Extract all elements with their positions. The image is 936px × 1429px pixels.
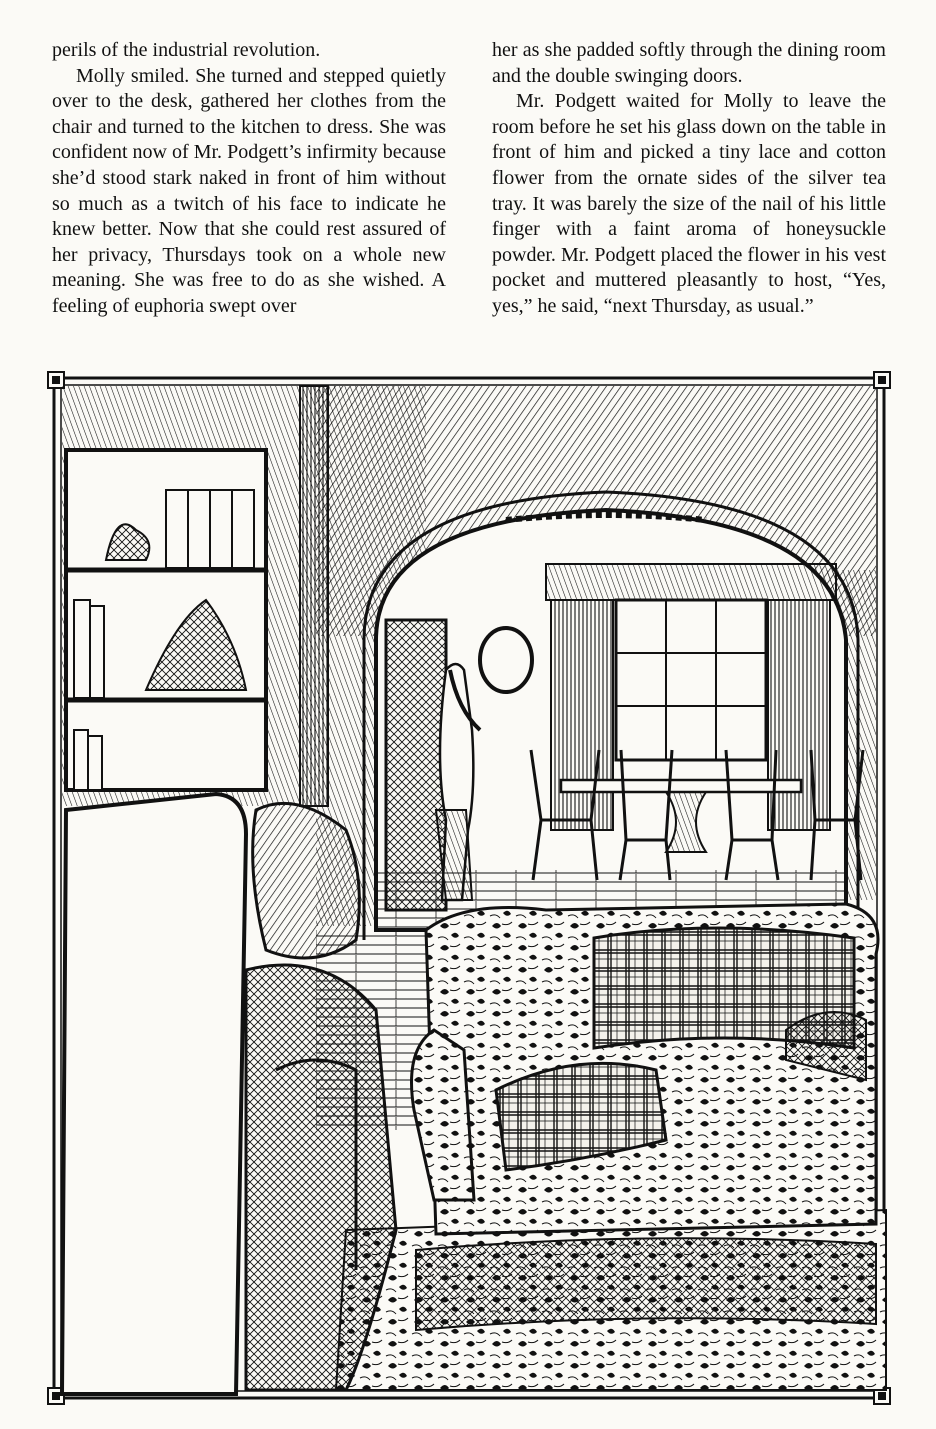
- text-column-left: [52, 38, 446, 320]
- paragraph-continuation-right: her as she padded softly through the dining room and the double swinging doors.: [492, 39, 886, 87]
- paragraph-continuation: perils of the industrial revolution.: [52, 39, 321, 61]
- paragraph-mr-podgett: Mr. Podgett waited for Molly to leave the room before he set his glass down on the table in front of him and picked a tiny lace and cotton flower from the ornate sides of the silver tea tray. It was barely the size of the nail of his little finger with a faint aroma of honeysuckle powder. Mr. Podgett placed the flower in his vest pocket and muttered pleasantly to host, “Yes, yes,” he said, “next Thursday, as usual.”: [492, 90, 886, 317]
- text-column-right: [492, 38, 886, 320]
- ink-illustration: [46, 370, 892, 1406]
- paragraph-molly-smiled: Molly smiled. She turned and stepped quietly over to the desk, gathered her clothes from the chair and turned to the kitchen to dress. She was confident now of Mr. Podgett’s infirmity because she’d stood stark naked in front of him without so much as a twitch of his face to indicate he knew better. Now that she could rest assured of her privacy, Thursdays took on a whole new meaning. She was free to do as she wished. A feeling of euphoria swept over: [52, 64, 446, 317]
